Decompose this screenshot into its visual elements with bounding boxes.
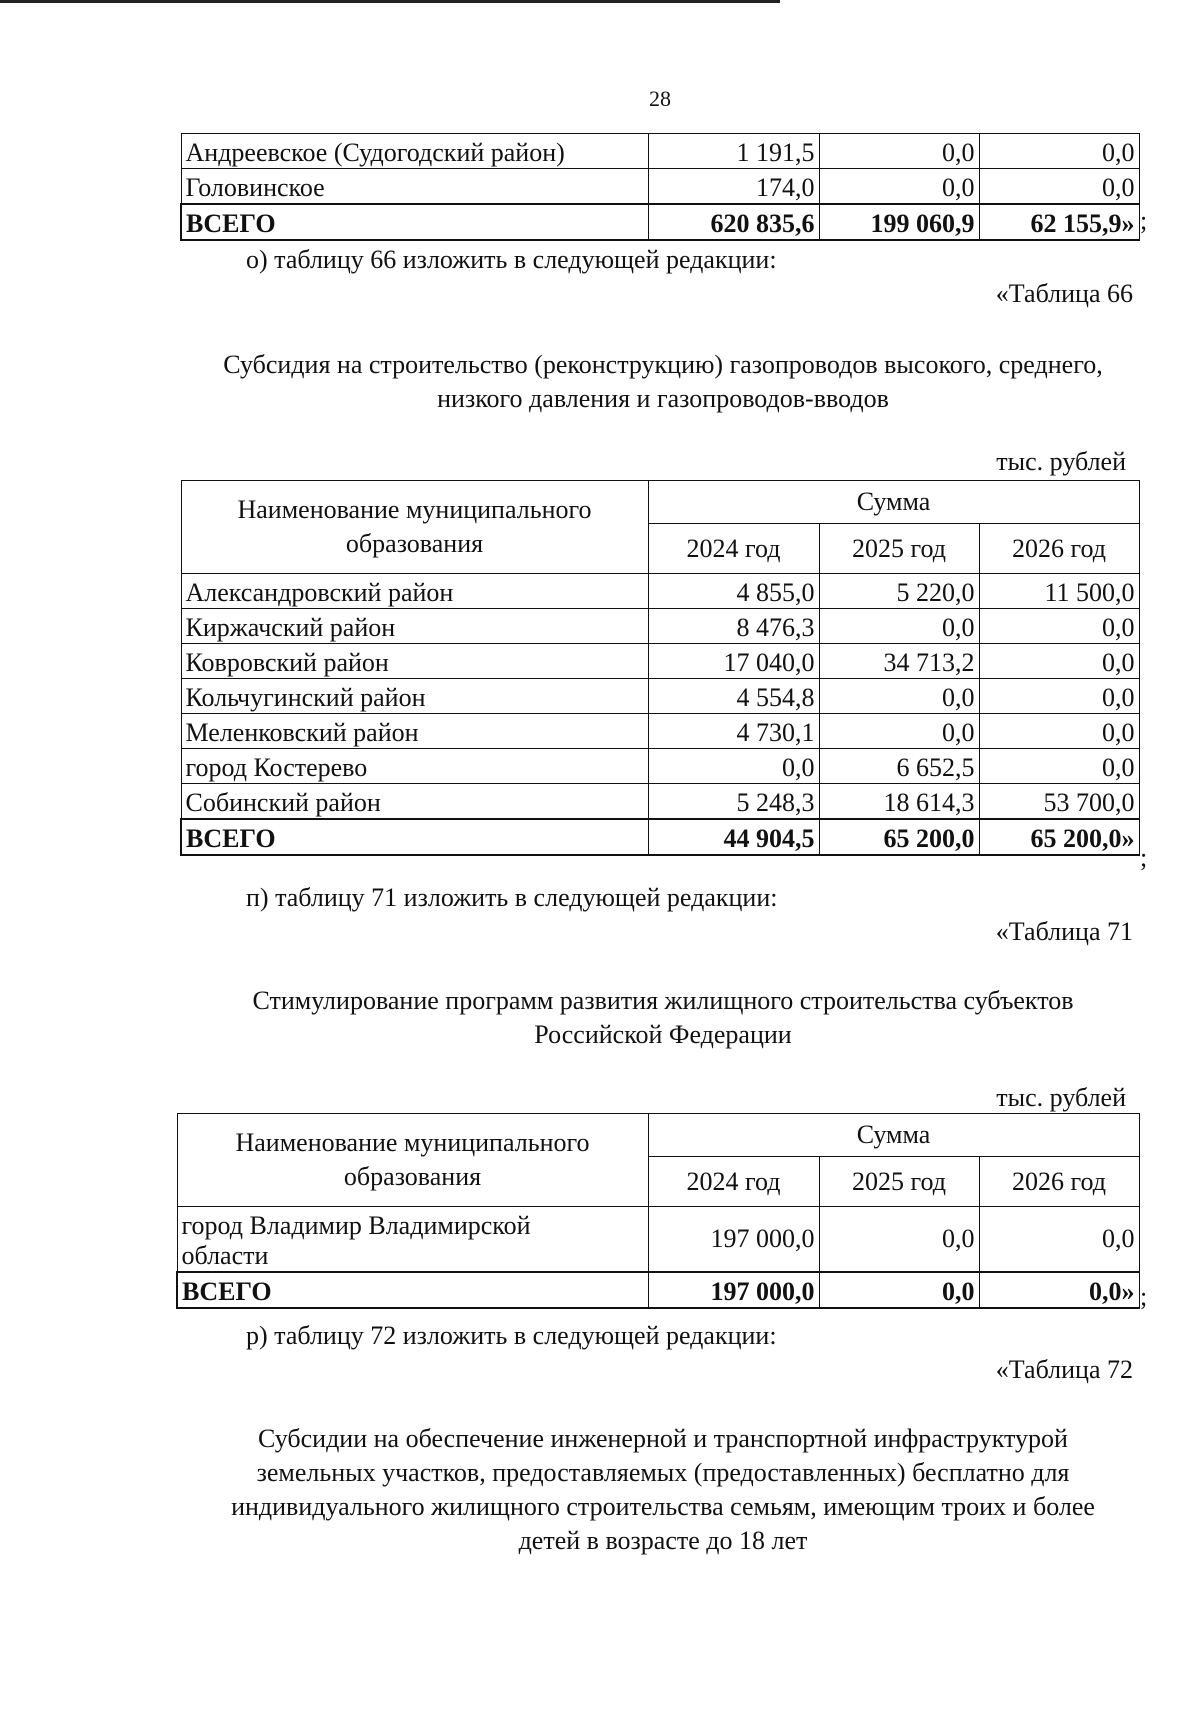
row-name: Ковровский район [181, 644, 648, 679]
cell-2026: 0,0 [979, 134, 1139, 169]
table72-label: «Таблица 72 [995, 1355, 1133, 1384]
table66-units: тыс. рублей [996, 447, 1126, 476]
cell-2026: 11 500,0 [979, 574, 1139, 609]
header-2025: 2025 год [819, 524, 979, 574]
table72-title-line2: земельных участков, предоставляемых (предоставленных) бесплатно для [256, 1458, 1070, 1487]
header-name-line1: Наименование муниципального [235, 1128, 590, 1157]
row-name: Киржачский район [181, 609, 648, 644]
table71-title-line1: Стимулирование программ развития жилищного строительства субъектов [252, 986, 1074, 1015]
page-number: 28 [649, 86, 671, 111]
table-row [181, 134, 1139, 169]
end-mark: ; [1140, 1282, 1148, 1311]
cell-2026: 0,0 [979, 749, 1139, 784]
cell-2025: 0,0 [819, 134, 979, 169]
end-mark: ; [1140, 206, 1148, 235]
row-name: город Костерево [181, 749, 648, 784]
header-row [177, 1114, 1139, 1157]
row-name: Меленковский район [181, 714, 648, 749]
table-row [181, 679, 1139, 714]
header-name [177, 1114, 648, 1207]
table72-title-line4: детей в возрасте до 18 лет [518, 1526, 808, 1555]
total-2025: 0,0 [819, 1272, 979, 1308]
header-sum: Сумма [648, 1114, 1139, 1157]
table-row [181, 749, 1139, 784]
table66-title-line1: Субсидия на строительство (реконструкцию) газопроводов высокого, среднего, [223, 350, 1103, 379]
cell-2025: 0,0 [819, 679, 979, 714]
total-2025: 65 200,0 [819, 819, 979, 855]
cell-2026: 0,0 [979, 169, 1139, 205]
total-row [181, 819, 1139, 855]
cell-2025: 6 652,5 [819, 749, 979, 784]
table71-units: тыс. рублей [996, 1083, 1126, 1112]
row-name: Головинское [181, 169, 648, 205]
total-row [177, 1272, 1139, 1308]
cell-2025: 0,0 [819, 169, 979, 205]
cell-2024: 4 554,8 [648, 679, 819, 714]
cell-2025: 0,0 [819, 609, 979, 644]
table66-title-line2: низкого давления и газопроводов-вводов [437, 384, 889, 413]
instruction-o: о) таблицу 66 изложить в следующей редакции: [246, 245, 777, 274]
table-row [181, 574, 1139, 609]
cell-2025: 5 220,0 [819, 574, 979, 609]
total-label: ВСЕГО [181, 819, 648, 855]
table-row [181, 169, 1139, 205]
total-2024: 620 835,6 [648, 204, 819, 240]
total-2026: 0,0» [979, 1272, 1139, 1308]
table71-title-line2: Российской Федерации [534, 1020, 792, 1049]
instruction-r: р) таблицу 72 изложить в следующей редакции: [246, 1321, 777, 1350]
header-2024: 2024 год [648, 524, 819, 574]
cell-2026: 0,0 [979, 609, 1139, 644]
cell-2024: 174,0 [648, 169, 819, 205]
cell-2025: 34 713,2 [819, 644, 979, 679]
end-mark: ; [1140, 843, 1148, 872]
cell-2024: 197 000,0 [648, 1207, 819, 1273]
table-row [177, 1207, 1139, 1273]
row-name-line2: области [181, 1241, 269, 1270]
table72-title-line1: Субсидии на обеспечение инженерной и транспортной инфраструктурой [258, 1424, 1068, 1453]
total-2024: 197 000,0 [648, 1272, 819, 1308]
cell-2025: 0,0 [819, 714, 979, 749]
cell-2026: 0,0 [979, 1207, 1139, 1273]
instruction-p: п) таблицу 71 изложить в следующей редакции: [246, 883, 778, 912]
total-2025: 199 060,9 [819, 204, 979, 240]
total-row [181, 204, 1139, 240]
table66-label: «Таблица 66 [995, 279, 1133, 308]
cell-2024: 8 476,3 [648, 609, 819, 644]
cell-2025: 18 614,3 [819, 784, 979, 820]
row-name-line1: город Владимир Владимирской [181, 1211, 531, 1240]
table-row [181, 784, 1139, 820]
cell-2024: 17 040,0 [648, 644, 819, 679]
header-2025: 2025 год [819, 1157, 979, 1207]
cell-2024: 4 730,1 [648, 714, 819, 749]
cell-2026: 53 700,0 [979, 784, 1139, 820]
total-label: ВСЕГО [181, 204, 648, 240]
total-2026: 62 155,9» [979, 204, 1139, 240]
total-2026: 65 200,0» [979, 819, 1139, 855]
table-row [181, 609, 1139, 644]
header-name-line1: Наименование муниципального [237, 495, 592, 524]
cell-2025: 0,0 [819, 1207, 979, 1273]
table66 [180, 480, 1140, 856]
cell-2024: 0,0 [648, 749, 819, 784]
table71 [176, 1113, 1140, 1309]
cell-2024: 4 855,0 [648, 574, 819, 609]
header-name-line2: образования [345, 529, 484, 558]
row-name: Кольчугинский район [181, 679, 648, 714]
header-row [181, 481, 1139, 524]
table-row [181, 644, 1139, 679]
cell-2026: 0,0 [979, 644, 1139, 679]
cell-2024: 5 248,3 [648, 784, 819, 820]
table71-label: «Таблица 71 [995, 917, 1133, 946]
row-name: Собинский район [181, 784, 648, 820]
header-sum: Сумма [648, 481, 1139, 524]
total-2024: 44 904,5 [648, 819, 819, 855]
prev-table [180, 133, 1140, 241]
total-label: ВСЕГО [177, 1272, 648, 1308]
row-name: Андреевское (Судогодский район) [181, 134, 648, 169]
cell-2024: 1 191,5 [648, 134, 819, 169]
header-name-line2: образования [343, 1162, 482, 1191]
cell-2026: 0,0 [979, 679, 1139, 714]
header-2026: 2026 год [979, 1157, 1139, 1207]
header-2026: 2026 год [979, 524, 1139, 574]
row-name: Александровский район [181, 574, 648, 609]
header-2024: 2024 год [648, 1157, 819, 1207]
table72-title-line3: индивидуального жилищного строительства семьям, имеющим троих и более [231, 1492, 1095, 1521]
table-row [181, 714, 1139, 749]
header-name [181, 481, 648, 574]
row-name [177, 1207, 648, 1273]
scan-edge-line [0, 0, 780, 3]
cell-2026: 0,0 [979, 714, 1139, 749]
